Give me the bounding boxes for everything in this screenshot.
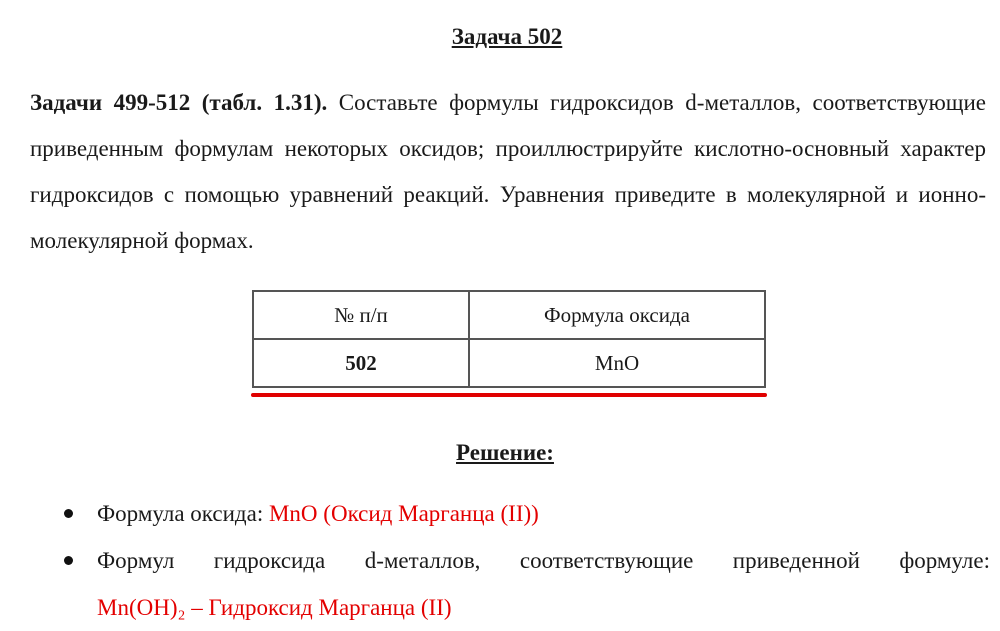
- solution-heading: Решение:: [456, 440, 554, 465]
- solution-list: [60, 490, 990, 631]
- list-item: [60, 537, 990, 631]
- red-underline-mark: [251, 393, 767, 397]
- cell-task-number: 502: [253, 339, 469, 387]
- list-item: [60, 490, 990, 537]
- bullet-label: Формул гидроксида d-металлов, соответствующие приведенной формуле:: [97, 548, 990, 573]
- bullet-label: Формула оксида:: [97, 501, 269, 526]
- task-statement: [30, 80, 986, 264]
- header-number: № п/п: [253, 291, 469, 339]
- bullet-icon: [64, 509, 73, 518]
- header-oxide-formula: Формула оксида: [469, 291, 765, 339]
- task-text: Составьте формулы гидроксидов d-металлов, соответствующие приведенным формулам некоторых оксидов; проиллюстрируйте кислотно-основный характер гидроксидов с помощью уравнений реакций. Уравнения приведите в молекулярной и ионно-молекулярной формах.: [30, 90, 986, 253]
- bullet-value: Mn(OH)₂ – Гидроксид Марганца (II): [97, 595, 452, 620]
- cell-oxide-formula: MnO: [469, 339, 765, 387]
- task-title: Задача 502: [451, 24, 563, 49]
- table-header-row: [253, 291, 765, 339]
- table-row: [253, 339, 765, 387]
- bullet-icon: [64, 556, 73, 565]
- task-reference: Задачи 499-512 (табл. 1.31).: [30, 90, 328, 115]
- oxide-table: [252, 290, 766, 388]
- oxide-table-container: [252, 290, 764, 388]
- bullet-value: MnO (Оксид Марганца (II)): [268, 501, 539, 526]
